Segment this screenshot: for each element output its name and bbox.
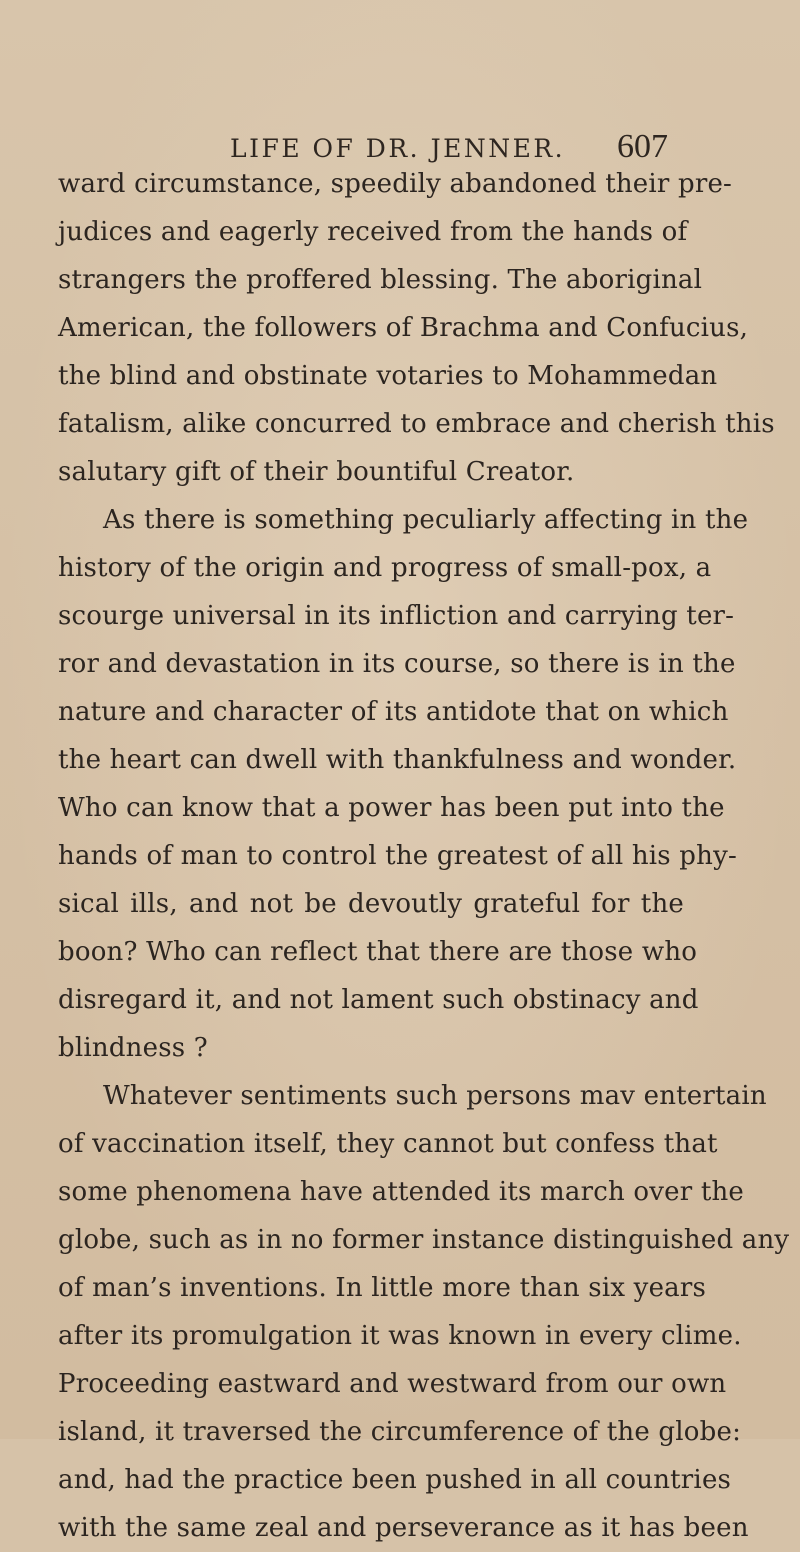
text-line: fatalism, alike concurred to embrace and cherish this bbox=[58, 409, 775, 439]
text-line: Whatever sentiments such persons mav entertain bbox=[103, 1081, 767, 1111]
text-line: with the same zeal and perseverance as it has been bbox=[58, 1513, 749, 1543]
text-line: of man’s inventions. In little more than six years bbox=[58, 1273, 707, 1303]
text-line: history of the origin and progress of small-pox, a bbox=[58, 553, 712, 583]
page-number: 607 bbox=[617, 128, 668, 165]
text-line: salutary gift of their bountiful Creator. bbox=[58, 457, 575, 487]
text-line: As there is something peculiarly affecting in the bbox=[103, 505, 749, 535]
text-line: the heart can dwell with thankfulness and wonder. bbox=[58, 745, 737, 775]
text-line: some phenomena have attended its march over the bbox=[58, 1177, 745, 1207]
text-line: judices and eagerly received from the hands of bbox=[58, 217, 688, 247]
body-text bbox=[58, 160, 790, 1552]
running-title: LIFE OF DR. JENNER. bbox=[230, 134, 566, 163]
text-line: and, had the practice been pushed in all countries bbox=[58, 1465, 732, 1495]
text-line: blindness ? bbox=[58, 1033, 208, 1063]
text-line: ward circumstance, speedily abandoned their pre- bbox=[58, 169, 733, 199]
text-line: the blind and obstinate votaries to Mohammedan bbox=[58, 361, 718, 391]
text-line: strangers the proffered blessing. The aboriginal bbox=[58, 265, 703, 295]
text-line: globe, such as in no former instance distinguished any bbox=[58, 1225, 790, 1255]
text-line: sical ills, and not be devoutly grateful for the bbox=[58, 889, 684, 919]
text-line: of vaccination itself, they cannot but confess that bbox=[58, 1129, 718, 1159]
text-line: American, the followers of Brachma and Confucius, bbox=[58, 313, 749, 343]
text-line: Proceeding eastward and westward from our own bbox=[58, 1369, 727, 1399]
text-line: island, it traversed the circumference of the globe: bbox=[58, 1417, 742, 1447]
text-line: nature and character of its antidote that on which bbox=[58, 697, 729, 727]
text-line: boon? Who can reflect that there are those who bbox=[58, 937, 698, 967]
text-line: ror and devastation in its course, so there is in the bbox=[58, 649, 736, 679]
text-line: hands of man to control the greatest of all his phy- bbox=[58, 841, 737, 871]
text-line: after its promulgation it was known in every clime. bbox=[58, 1321, 742, 1351]
text-line: scourge universal in its infliction and carrying ter- bbox=[58, 601, 735, 631]
text-line: Who can know that a power has been put into the bbox=[58, 793, 725, 823]
text-line: disregard it, and not lament such obstinacy and bbox=[58, 985, 699, 1015]
